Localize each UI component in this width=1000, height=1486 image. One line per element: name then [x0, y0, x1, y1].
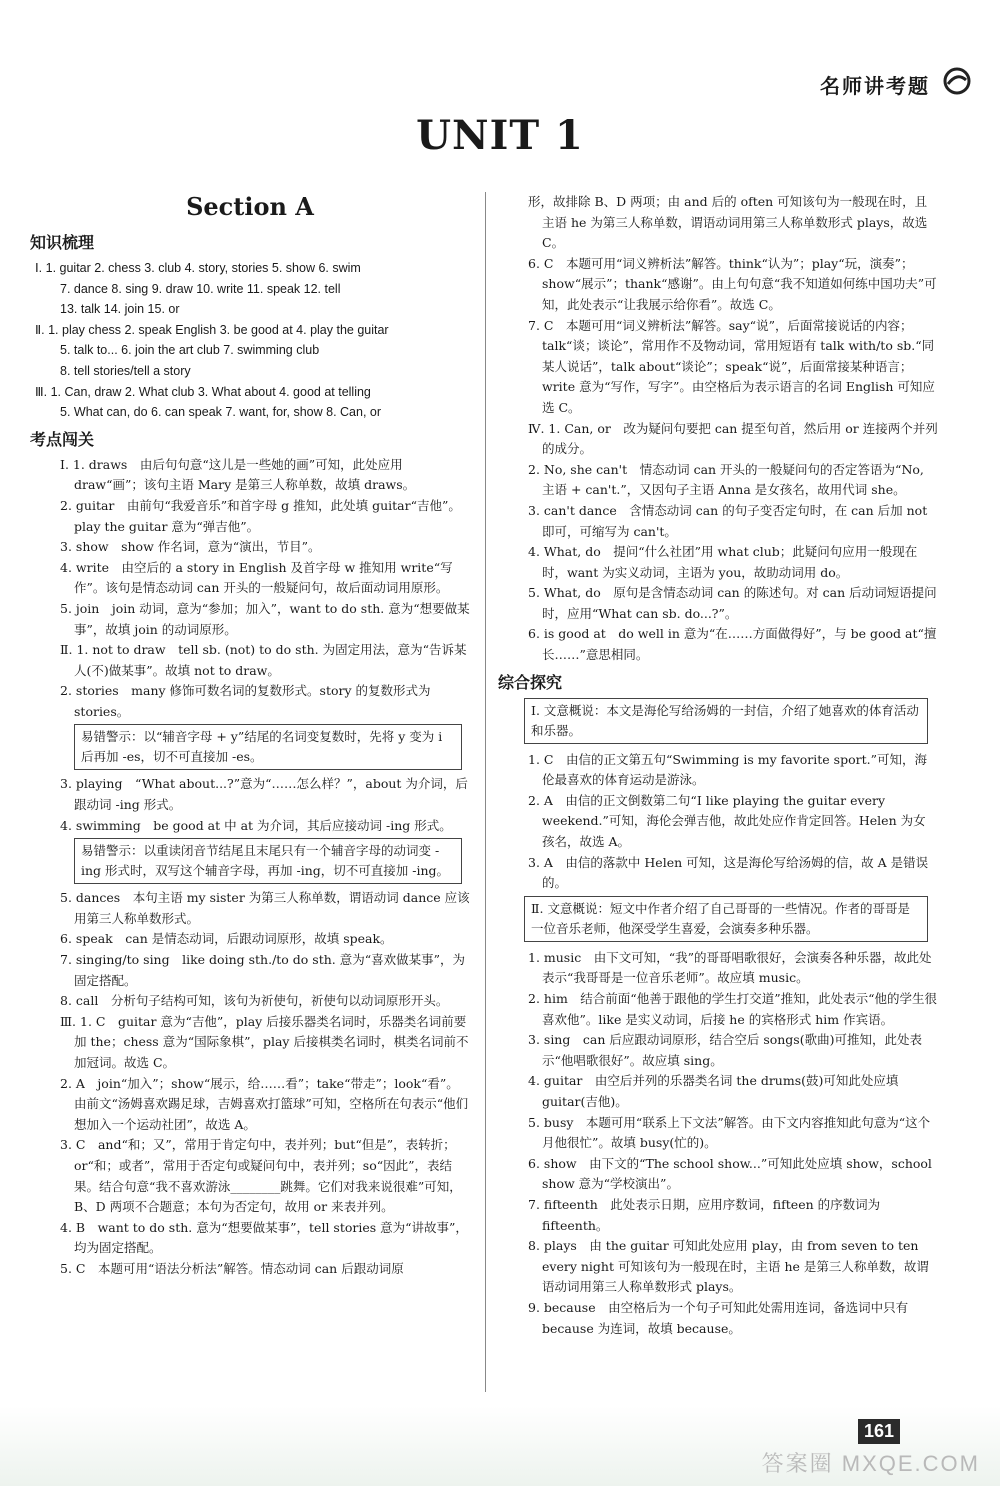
answer-item: 4. swimming be good at 中 at 为介词，其后应接动词 -ing 形式。: [60, 817, 452, 833]
brand-logo-icon: [940, 66, 974, 96]
answer-item: 4. What, do 提问“什么社团”用 what club；此疑问句应用一般现在时，want 为实义动词，主语为 you，故助动词用 do。: [528, 544, 918, 580]
answer-item: 2. him 结合前面“他善于跟他的学生打交道”推知，此处表示“他的学生很喜欢他”。like 是实义动词，后接 he 的宾格形式 him 作宾语。: [528, 991, 937, 1027]
answer-item: 2. guitar 由前句“我爱音乐”和首字母 g 推知，此处填 guitar“吉他”。play the guitar 意为“弹吉他”。: [60, 497, 461, 534]
answer-item: 2. No, she can't 情态动词 can 开头的一般疑问句的否定答语为“No, 主语 + can't.”，又因句子主语 Anna 是女孩名，故用代词 she。: [528, 461, 924, 498]
answer-item: 3. A 由信的落款中 Helen 可知，这是海伦写给汤姆的信，故 A 是错误的。: [528, 854, 929, 891]
answer-item: 2. A join“加入”；show“展示，给……看”；take“带走”；look“看”。由前文“汤姆喜欢踢足球，吉姆喜欢打篮球”可知，空格所在句表示“他们想加入一个运动社团”，故选 A。: [60, 1075, 469, 1132]
answer-item: 3. sing can 后应跟动词原形，结合空后 songs(歌曲)可推知，此处表示“他唱歌很好”。故应填 sing。: [528, 1032, 922, 1068]
zonghe-heading: 综合探究: [498, 672, 563, 692]
answer-item: 5. C 本题可用“语法分析法”解答。情态动词 can 后跟动词原: [60, 1260, 404, 1276]
zhishi-line: Ⅰ. 1. guitar 2. chess 3. club 4. story, stories 5. show 6. swim: [35, 261, 361, 275]
answer-item: 8. plays 由 the guitar 可知此处应用 play，由 from seven to ten every night 可知该句为一般现在时，主语 he 是第三人称单数，故谓语动词用第三人称单数形式 plays。: [528, 1238, 929, 1295]
passage-summary-box: Ⅰ. 文意概说：本文是海伦写给汤姆的一封信，介绍了她喜欢的体育活动和乐器。: [524, 698, 928, 744]
zhishi-line: 8. tell stories/tell a story: [60, 363, 191, 378]
answer-item: Ⅳ. 1. Can, or 改为疑问句要把 can 提至句首，然后用 or 连接两个并列的成分。: [528, 420, 938, 457]
zhishi-line: Ⅱ. 1. play chess 2. speak English 3. be good at 4. play the guitar: [35, 322, 389, 337]
answer-item: 5. busy 本题可用“联系上下文法”解答。由下文内容推知此句意为“这个月他很忙”。故填 busy(忙的)。: [528, 1114, 931, 1151]
answer-item: 9. because 由空格后为一个句子可知此处需用连词，备选词中只有 because 为连词，故填 because。: [528, 1299, 909, 1336]
kaodian-heading: 考点闯关: [30, 429, 95, 449]
answer-item: 2. A 由信的正文倒数第二句“I like playing the guitar every weekend.”可知，海伦会弹吉他，故此处应作肯定回答。Helen 为女孩名，故选 A。: [528, 792, 926, 850]
zhishi-heading: 知识梳理: [30, 233, 95, 252]
answer-item: 4. B want to do sth. 意为“想要做某事”，tell stories 意为“讲故事”，均为固定搭配。: [60, 1219, 468, 1256]
watermark: 答案圈 MXQE.COM: [761, 1451, 980, 1476]
zhishi-line: Ⅲ. 1. Can, draw 2. What club 3. What about 4. good at telling: [35, 384, 371, 399]
answer-item: 1. C 由信的正文第五句“Swimming is my favorite sport.”可知，海伦最喜欢的体育运动是游泳。: [528, 751, 927, 788]
answer-item: 形，故排除 B、D 两项；由 and 后的 often 可知该句为一般现在时，且主语 he 为第三人称单数，谓语动词用第三人称单数形式 plays，故选 C。: [528, 194, 928, 251]
answer-item: 6. speak can 是情态动词，后跟动词原形，故填 speak。: [60, 931, 393, 947]
answer-item: 3. playing “What about...?”意为“……怎么样？”，about 为介词，后跟动词 -ing 形式。: [60, 776, 468, 813]
zhishi-line: 5. What can, do 6. can speak 7. want, for, show 8. Can, or: [60, 405, 382, 420]
error-tip-box: 易错警示：以“辅音字母 + y”结尾的名词变复数时，先将 y 变为 i 后再加 -es，切不可直接加 -es。: [74, 724, 462, 770]
zhishi-line: 5. talk to... 6. join the art club 7. swimming club: [60, 343, 320, 358]
passage-summary-box: Ⅱ. 文意概说：短文中作者介绍了自己哥哥的一些情况。作者的哥哥是一位音乐老师，他深受学生喜爱，会演奏多种乐器。: [524, 896, 928, 942]
answer-item: 4. write 由空后的 a story in English 及首字母 w 推知用 write“写作”。该句是情态动词 can 开头的一般疑问句，故后面动词用原形。: [60, 559, 453, 596]
header-brand: 名师讲考题: [820, 74, 930, 98]
answer-item: Ⅲ. 1. C guitar 意为“吉他”，play 后接乐器类名词时，乐器类名词前要加 the；chess 意为“国际象棋”，play 后接棋类名词时，棋类名词前不加冠词。故选 C。: [60, 1013, 469, 1070]
answer-item: 3. show show 作名词，意为“演出，节目”。: [60, 539, 321, 555]
answer-item: 5. dances 本句主语 my sister 为第三人称单数，谓语动词 dance 应该用第三人称单数形式。: [60, 890, 470, 926]
answer-item: 2. stories many 修饰可数名词的复数形式。story 的复数形式为 stories。: [60, 683, 431, 719]
answer-item: 7. C 本题可用“词义辨析法”解答。say“说”，后面常接说话的内容；talk“谈；谈论”，常用作不及物动词，常用短语有 talk with/to sb.“同某人说话”，talk about“谈论”；speak“说”，后面常接某种语言；write 意为“写作，写字”。由空格后为表示语言的名词 English 可知应选 C。: [528, 317, 935, 415]
answer-item: 3. C and“和；又”，常用于肯定句中，表并列；but“但是”，表转折；or“和；或者”，常用于否定句或疑问句中，表并列；so“因此”，表结果。结合句意“我不喜欢游泳________跳舞。它们对我来说很难”可知，B、D 两项不合题意；本句为否定句，故用 or 来表并列。: [60, 1137, 462, 1215]
answer-item: 3. can't dance 含情态动词 can 的句子变否定句时，在 can 后加 not 即可，可缩写为 can't。: [528, 502, 928, 539]
zhishi-line: 7. dance 8. sing 9. draw 10. write 11. speak 12. tell: [60, 281, 341, 296]
section-title: Section A: [186, 192, 314, 221]
zhishi-line: 13. talk 14. join 15. or: [60, 302, 180, 317]
right-column: [498, 192, 938, 1339]
answer-item: 1. music 由下文可知，“我”的哥哥唱歌很好，会演奏各种乐器，故此处表示“我哥哥是一位音乐老师”。故应填 music。: [528, 949, 932, 986]
error-tip-box: 易错警示：以重读闭音节结尾且末尾只有一个辅音字母的动词变 -ing 形式时，双写这个辅音字母，再加 -ing，切不可直接加 -ing。: [74, 838, 462, 884]
unit-title: UNIT 1: [416, 112, 584, 159]
answer-item: 5. join join 动词，意为“参加；加入”，want to do sth. 意为“想要做某事”，故填 join 的动词原形。: [60, 600, 470, 637]
answer-item: 6. C 本题可用“词义辨析法”解答。think“认为”；play“玩，演奏”；show“展示”；thank“感谢”。由上句句意“我不知道如何练中国功夫”可知，此处表示“让我展示给你看”。故选 C。: [528, 255, 937, 312]
answer-item: 6. show 由下文的“The school show...”可知此处应填 show，school show 意为“学校演出”。: [528, 1155, 932, 1192]
answer-item: 4. guitar 由空后并列的乐器类名词 the drums(鼓)可知此处应填 guitar(吉他)。: [528, 1073, 899, 1109]
page-number: 161: [858, 1419, 900, 1444]
answer-item: 7. fifteenth 此处表示日期，应用序数词，fifteen 的序数词为 fifteenth。: [528, 1196, 881, 1233]
answer-item: 8. call 分析句子结构可知，该句为祈使句，祈使句以动词原形开头。: [60, 993, 449, 1009]
left-column: [30, 192, 470, 1280]
answer-item: 7. singing/to sing like doing sth./to do sth. 意为“喜欢做某事”，为固定搭配。: [60, 952, 466, 988]
answer-item: Ⅱ. 1. not to draw tell sb. (not) to do sth. 为固定用法，意为“告诉某人(不)做某事”。故填 not to draw。: [60, 642, 467, 678]
column-divider: [485, 192, 486, 1392]
answer-item: Ⅰ. 1. draws 由后句句意“这儿是一些她的画”可知，此处应用 draw“画”；该句主语 Mary 是第三人称单数，故填 draws。: [60, 456, 416, 493]
answer-item: 5. What, do 原句是含情态动词 can 的陈述句。对 can 后动词短语提问时，应用“What can sb. do...?”。: [528, 585, 937, 621]
answer-item: 6. is good at do well in 意为“在……方面做得好”，与 be good at“擅长……”意思相同。: [528, 626, 937, 663]
